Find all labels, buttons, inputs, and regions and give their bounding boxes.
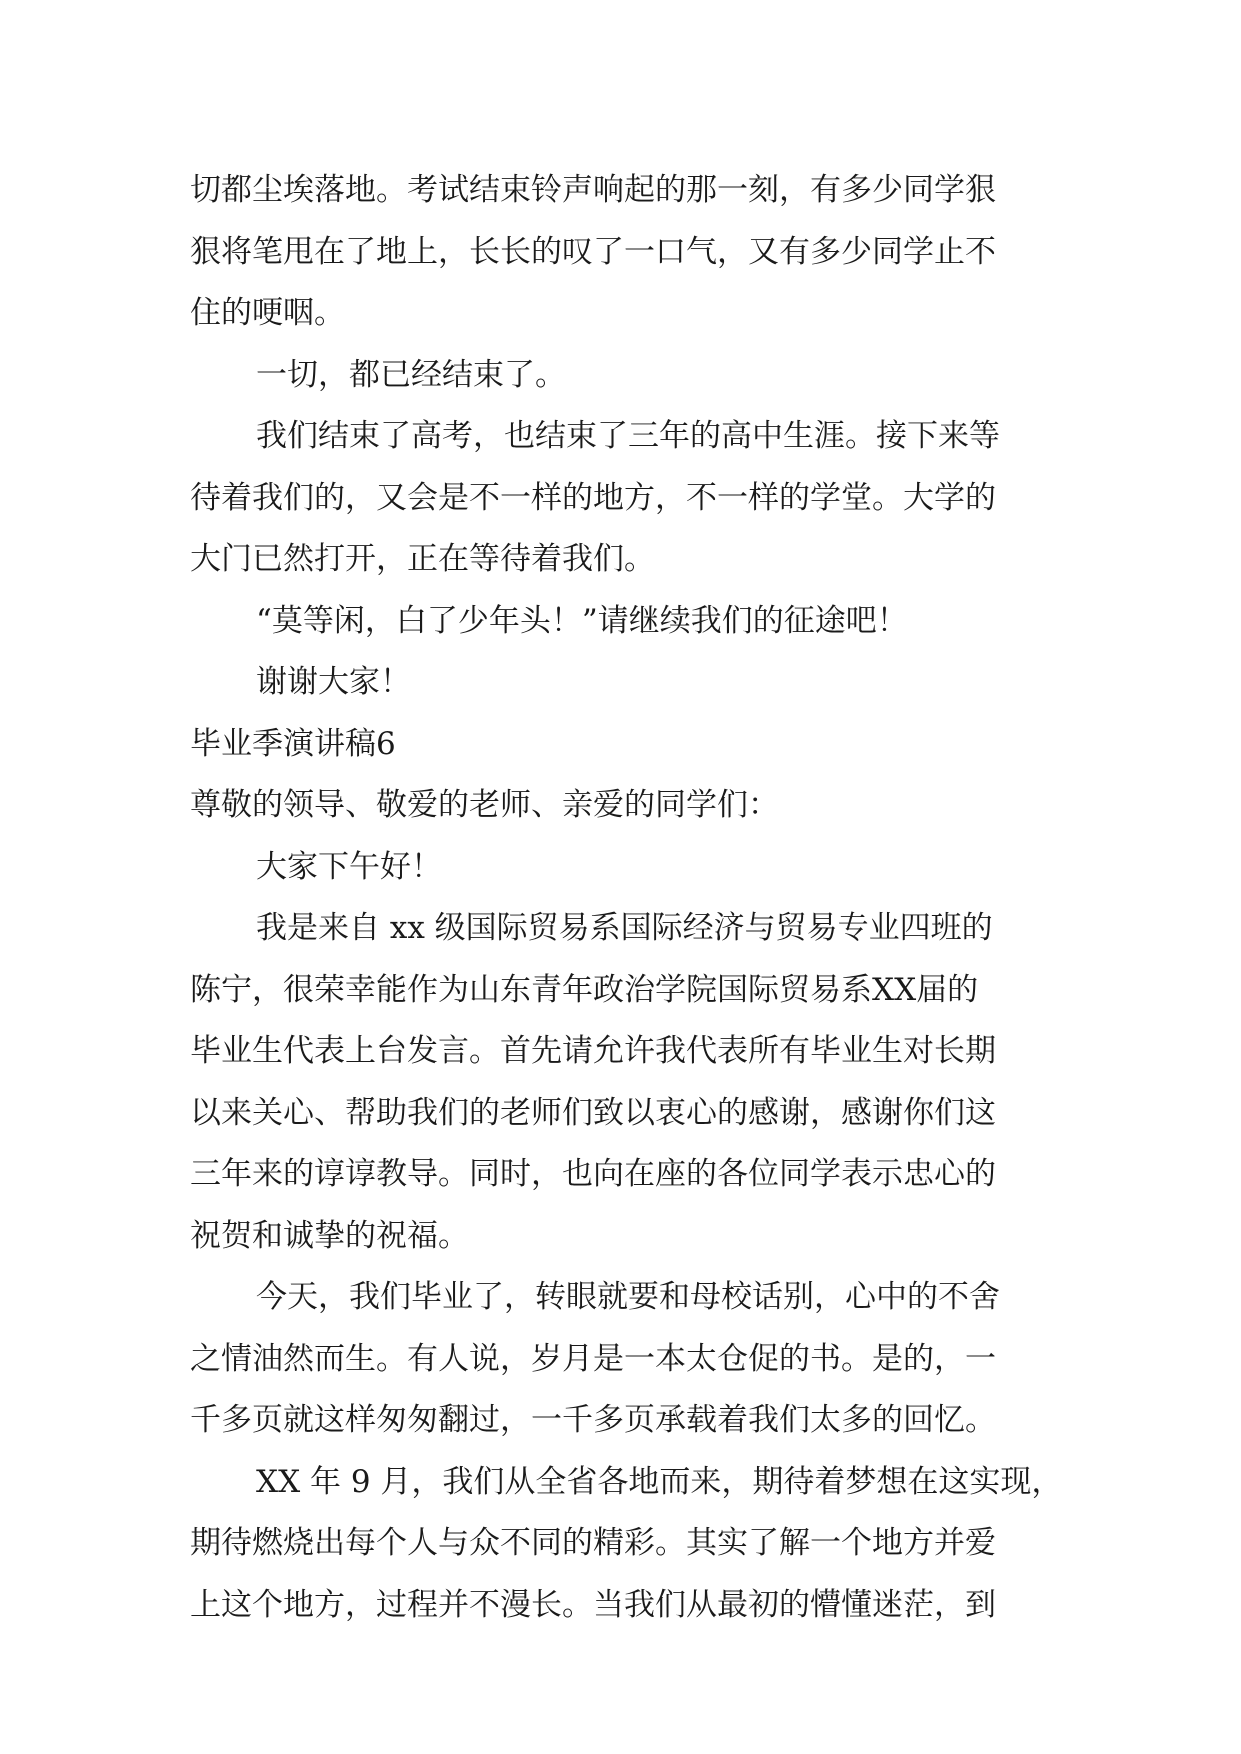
text-line: 之情油然而生。有人说，岁月是一本太仓促的书。是的，一 — [190, 1340, 996, 1377]
text-line: XX 年 9 月，我们从全省各地而来，期待着梦想在这实现， — [256, 1463, 1063, 1500]
section-heading: 毕业季演讲稿6 — [190, 725, 396, 762]
text-line: 我们结束了高考，也结束了三年的高中生涯。接下来等 — [256, 418, 1000, 454]
text-line: 谢谢大家！ — [256, 664, 411, 700]
text-line: 住的哽咽。 — [190, 295, 345, 331]
text-line: 陈宁，很荣幸能作为山东青年政治学院国际贸易系XX届的 — [190, 971, 979, 1008]
text-line: 期待燃烧出每个人与众不同的精彩。其实了解一个地方并爱 — [190, 1525, 996, 1561]
text-line: 大门已然打开，正在等待着我们。 — [190, 541, 655, 577]
salutation: 尊敬的领导、敬爱的老师、亲爱的同学们： — [190, 787, 779, 823]
text-line: 我是来自 xx 级国际贸易系国际经济与贸易专业四班的 — [256, 910, 993, 946]
text-line: 千多页就这样匆匆翻过，一千多页承载着我们太多的回忆。 — [190, 1402, 996, 1438]
text-line: 祝贺和诚挚的祝福。 — [190, 1217, 469, 1254]
text-line: 毕业生代表上台发言。首先请允许我代表所有毕业生对长期 — [190, 1033, 996, 1069]
text-line: 一切，都已经结束了。 — [256, 356, 566, 393]
text-line: 三年来的谆谆教导。同时，也向在座的各位同学表示忠心的 — [190, 1156, 996, 1192]
document-body — [190, 160, 1063, 1636]
text-line: 切都尘埃落地。考试结束铃声响起的那一刻，有多少同学狠 — [190, 172, 996, 208]
text-line: 今天，我们毕业了，转眼就要和母校话别，心中的不舍 — [256, 1279, 1000, 1315]
text-line: 狠将笔甩在了地上，长长的叹了一口气，又有多少同学止不 — [190, 233, 996, 270]
text-line: 大家下午好！ — [256, 848, 442, 885]
text-line: “莫等闲，白了少年头！”请继续我们的征途吧！ — [256, 602, 908, 639]
text-line: 待着我们的，又会是不一样的地方，不一样的学堂。大学的 — [190, 479, 996, 516]
text-line: 上这个地方，过程并不漫长。当我们从最初的懵懂迷茫，到 — [190, 1586, 996, 1623]
text-line: 以来关心、帮助我们的老师们致以衷心的感谢，感谢你们这 — [190, 1094, 996, 1131]
